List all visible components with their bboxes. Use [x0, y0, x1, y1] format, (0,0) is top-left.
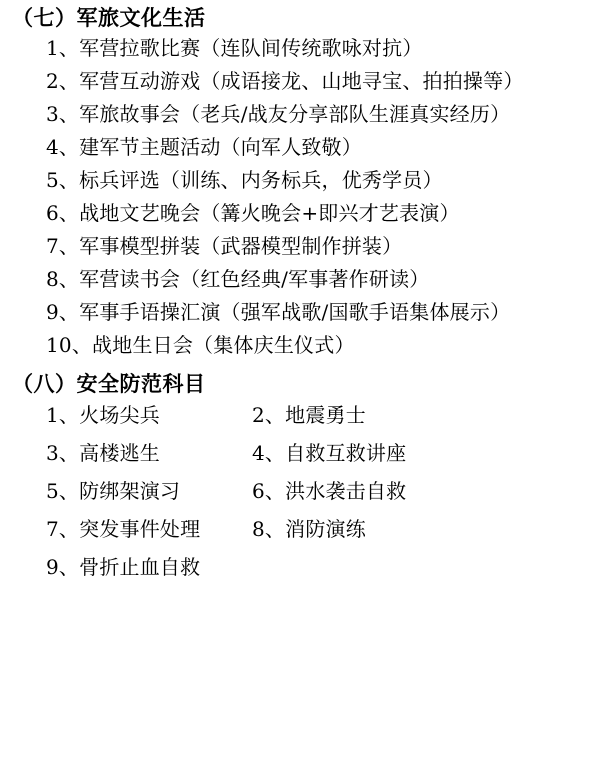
section-heading-military-culture: （七）军旅文化生活 — [12, 5, 206, 30]
list-item: 7、突发事件处理 — [46, 516, 201, 541]
list-item: 8、消防演练 — [252, 516, 366, 541]
list-item: 5、标兵评选（训练、内务标兵，优秀学员） — [46, 168, 443, 193]
list-item: 4、自救互救讲座 — [252, 440, 407, 465]
list-item: 1、火场尖兵 — [46, 402, 160, 427]
list-item: 6、战地文艺晚会（篝火晚会+即兴才艺表演） — [46, 201, 460, 226]
military-culture-item-list — [10, 36, 590, 358]
list-item: 10、战地生日会（集体庆生仪式） — [46, 333, 355, 358]
safety-subjects-item-list — [10, 402, 590, 595]
list-item: 1、军营拉歌比赛（连队间传统歌咏对抗） — [46, 36, 423, 61]
list-item: 3、高楼逃生 — [46, 440, 160, 465]
list-item: 5、防绑架演习 — [46, 478, 181, 503]
list-item: 6、洪水袭击自救 — [252, 478, 407, 503]
section-heading-safety-subjects: （八）安全防范科目 — [12, 371, 206, 397]
list-item: 9、骨折止血自救 — [46, 554, 201, 579]
list-item: 8、军营读书会（红色经典/军事著作研读） — [46, 267, 430, 292]
list-item: 7、军事模型拼装（武器模型制作拼装） — [46, 234, 403, 259]
list-item: 2、军营互动游戏（成语接龙、山地寻宝、拍拍操等） — [46, 69, 524, 94]
list-item: 3、军旅故事会（老兵/战友分享部队生涯真实经历） — [46, 102, 511, 127]
list-item: 4、建军节主题活动（向军人致敬） — [46, 135, 362, 160]
list-item: 9、军事手语操汇演（强军战歌/国歌手语集体展示） — [46, 300, 511, 325]
list-item: 2、地震勇士 — [252, 402, 366, 427]
